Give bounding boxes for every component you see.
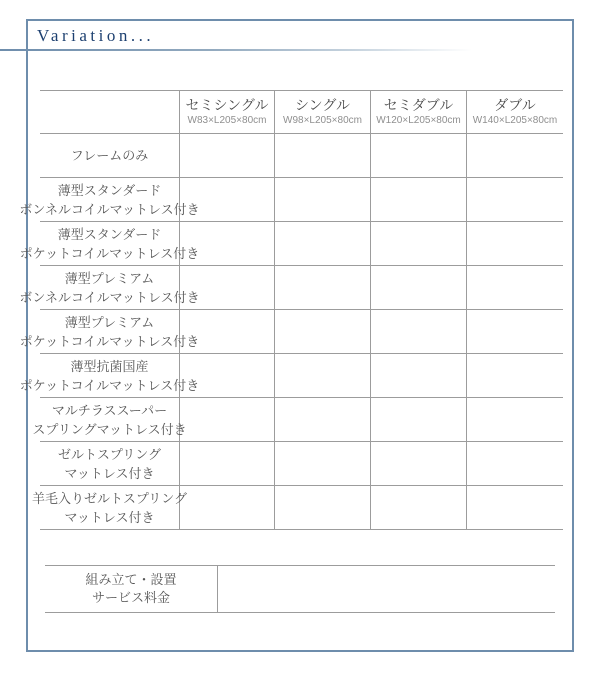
column-header-double xyxy=(467,91,563,133)
price-cell xyxy=(180,266,275,309)
price-cell xyxy=(180,178,275,221)
page-title: Variation... xyxy=(37,26,155,45)
column-header-semi-double xyxy=(371,91,467,133)
price-cell xyxy=(275,310,371,353)
row-label xyxy=(40,442,180,485)
row-label xyxy=(19,222,200,265)
row-label-line2: マットレス付き xyxy=(64,509,155,525)
price-cell xyxy=(275,442,371,485)
price-cell xyxy=(180,354,275,397)
price-cell xyxy=(180,398,275,441)
row-label-line2: ポケットコイルマットレス付き xyxy=(19,377,200,393)
row-label-line2: ボンネルコイルマットレス付き xyxy=(19,289,200,305)
row-label xyxy=(19,178,200,221)
row-label-line1: 薄型プレミアム xyxy=(64,314,155,330)
price-cell xyxy=(467,398,563,441)
price-cell xyxy=(275,266,371,309)
column-title: ダブル xyxy=(494,97,536,113)
column-header-semi-single xyxy=(180,91,275,133)
price-cell xyxy=(467,134,563,177)
price-cell xyxy=(467,178,563,221)
row-label-line1: マルチラススーパー xyxy=(51,402,168,418)
column-title: セミシングル xyxy=(185,97,269,113)
column-size: W120×L205×80cm xyxy=(376,115,461,126)
price-cell xyxy=(467,310,563,353)
table-header-row xyxy=(40,91,563,134)
row-label-line1: 薄型プレミアム xyxy=(64,270,155,286)
price-cell xyxy=(371,222,467,265)
row-label-line1: 薄型スタンダード xyxy=(57,226,162,242)
price-cell xyxy=(467,222,563,265)
column-title: シングル xyxy=(295,97,350,113)
price-cell xyxy=(371,310,467,353)
price-cell xyxy=(371,266,467,309)
column-size: W140×L205×80cm xyxy=(472,115,558,126)
row-label-line1: フレームのみ xyxy=(70,148,149,163)
price-cell xyxy=(275,398,371,441)
price-cell xyxy=(180,222,275,265)
price-cell xyxy=(275,134,371,177)
table-row xyxy=(40,134,563,178)
table-row xyxy=(19,222,563,266)
row-label xyxy=(32,398,187,441)
table-row xyxy=(19,354,563,398)
price-cell xyxy=(275,486,371,529)
price-cell xyxy=(180,442,275,485)
price-cell xyxy=(371,398,467,441)
price-cell xyxy=(275,354,371,397)
row-label xyxy=(31,486,188,529)
price-cell xyxy=(371,354,467,397)
row-label-line1: 薄型抗菌国産 xyxy=(70,358,149,374)
price-cell xyxy=(275,178,371,221)
row-label-line2: マットレス付き xyxy=(64,465,155,481)
price-cell xyxy=(180,486,275,529)
price-cell xyxy=(467,486,563,529)
price-cell xyxy=(371,442,467,485)
title-underline xyxy=(0,49,472,51)
row-label-line1: ゼルトスプリング xyxy=(57,446,162,462)
row-label-line2: スプリングマットレス付き xyxy=(32,421,187,437)
price-cell xyxy=(275,222,371,265)
table-row xyxy=(40,442,563,486)
service-fee-label-line2: サービス料金 xyxy=(91,590,170,605)
price-cell xyxy=(371,178,467,221)
table-row xyxy=(19,266,563,310)
service-fee-table xyxy=(45,565,555,613)
column-size: W98×L205×80cm xyxy=(283,115,362,126)
row-label-line2: ポケットコイルマットレス付き xyxy=(19,333,200,349)
row-label xyxy=(19,266,200,309)
service-fee-value-cell xyxy=(218,566,555,612)
table-row xyxy=(19,310,563,354)
column-header-single xyxy=(275,91,371,133)
row-label-line2: ポケットコイルマットレス付き xyxy=(19,245,200,261)
service-fee-label-line1: 組み立て・設置 xyxy=(85,572,177,587)
price-cell xyxy=(467,266,563,309)
row-label-line1: 羊毛入りゼルトスプリング xyxy=(31,490,188,506)
service-fee-label xyxy=(45,566,218,612)
column-size: W83×L205×80cm xyxy=(187,115,267,126)
header-corner-cell xyxy=(40,91,180,133)
price-cell xyxy=(180,134,275,177)
price-cell xyxy=(371,486,467,529)
column-title: セミダブル xyxy=(383,97,454,113)
price-cell xyxy=(180,310,275,353)
row-label-line2: ボンネルコイルマットレス付き xyxy=(19,201,200,217)
row-label xyxy=(19,354,200,397)
row-label-line1: 薄型スタンダード xyxy=(57,182,162,198)
size-variation-table xyxy=(19,90,563,530)
row-label xyxy=(19,310,200,353)
price-cell xyxy=(371,134,467,177)
table-row xyxy=(19,178,563,222)
price-cell xyxy=(467,442,563,485)
row-label xyxy=(40,134,180,177)
table-row xyxy=(31,486,563,530)
table-row xyxy=(32,398,563,442)
price-cell xyxy=(467,354,563,397)
